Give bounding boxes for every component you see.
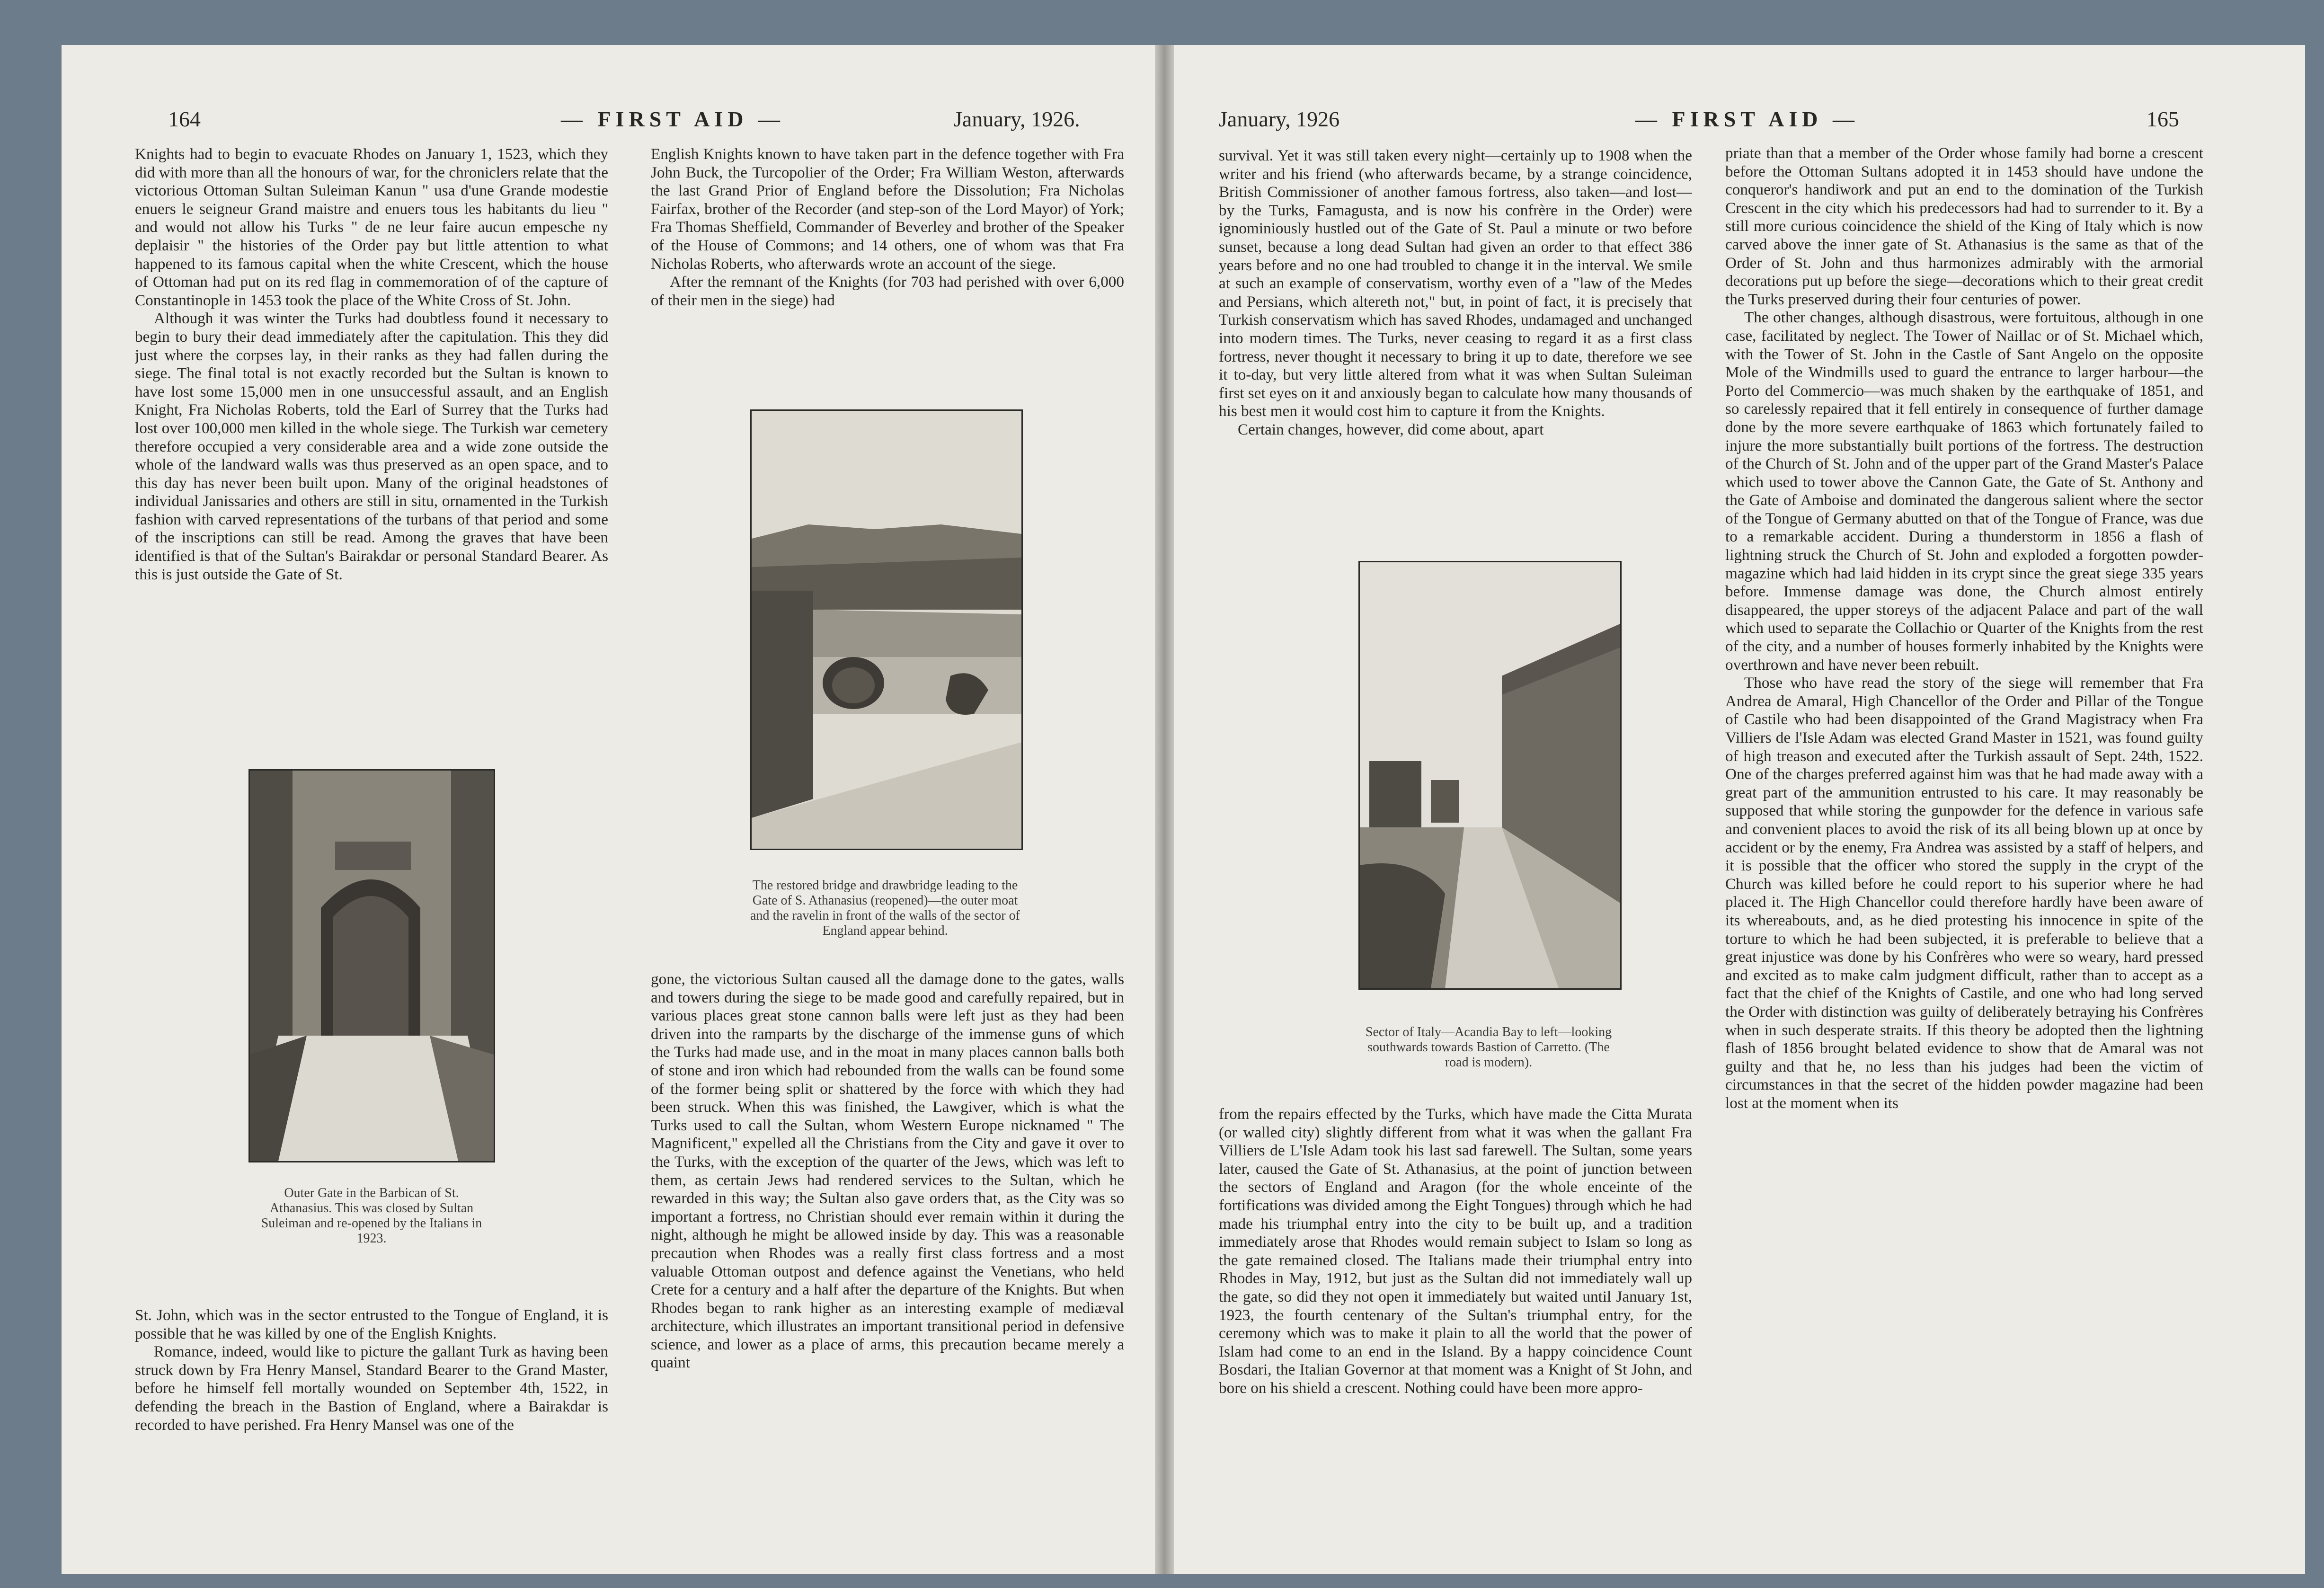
left-page-header	[168, 106, 1119, 135]
figure-caption: Sector of Italy—Acandia Bay to left—looking southwards towards Bastion of Carretto. (The road is modern).	[1365, 1025, 1612, 1070]
paragraph: After the remnant of the Knights (for 703 had perished with over 6,000 of their men in the siege) had	[651, 273, 1124, 309]
photo-outer-gate	[248, 769, 495, 1162]
left-col2-top	[651, 145, 1124, 429]
running-head: — FIRST AID —	[561, 107, 785, 131]
right-page	[1174, 45, 2305, 1574]
figure-caption: Outer Gate in the Barbican of St. Athanasius. This was closed by Sultan Suleiman and re-opened by the Italians in 1923.	[261, 1186, 482, 1246]
paragraph: St. John, which was in the sector entrusted to the Tongue of England, it is possible that he was killed by one of the English Knights.	[135, 1306, 608, 1342]
issue-date: January, 1926	[1219, 107, 1340, 131]
right-col1-top	[1219, 147, 1692, 525]
left-col2-bottom	[651, 970, 1124, 1515]
paragraph: survival. Yet it was still taken every night—certainly up to 1908 when the writer and his friend (who afterwards became, by a strange coincidence, British Commissioner of another famous fortress, also taken—and lost—by the Turks, Famagusta, and is now his confrère in the Order) were ignominiously hustled out of the Gate of St. Paul a minute or two before sunset, because a long dead Sultan had given an order to that effect 386 years before and no one had troubled to change it in the interval. We smile at such an example of conservatism, worthy even of a "law of the Medes and Persians, which altereth not," but, in point of fact, it is precisely that Turkish conservatism which has saved Rhodes, undamaged and unchanged into modern times. The Turks, never ceasing to regard it as a first class fortress, never thought it necessary to bring it up to date, therefore we see it to-day, but very little altered from what it was when Sultan Suleiman first set eyes on it and anxiously began to calculate how many thousands of his best men it would cost him to capture it from the Knights.	[1219, 147, 1692, 420]
spine-gutter	[1155, 45, 1174, 1574]
left-col1-top	[135, 145, 608, 761]
paragraph: Those who have read the story of the siege will remember that Fra Andrea de Amaral, High Chancellor of the Order and Pillar of the Tongue of Castile who had been disappointed of the Grand Magistracy when Fra Villiers de l'Isle Adam was elected Grand Master in 1521, was found guilty of high treason and executed after the Turkish assault of Sept. 24th, 1522. One of the charges preferred against him was that he had made away with a great part of the ammunition entrusted to his care. It may reasonably be supposed that while storing the gunpowder for the defence in various safe and convenient places to avoid the risk of its all being blown up at once by accident or by the enemy, Fra Andrea was assisted by a staff of helpers, and it is possible that the officer who stored the supply in the crypt of the Church was killed before he could report to his superior where he had placed it. The High Chancellor could therefore hardly have been aware of its whereabouts, and, as he died protesting his innocence in spite of the torture to which he had been subjected, it is preferable to believe that a great injustice was done by his Confrères who were so weary, hard pressed and excited as to make calm judgment difficult, rather than to accept as a fact that the chief of the Knights of Castile, and one who had long served the Order with distinction was guilty of deliberately betraying his Confrères when in such desperate straits. If this theory be adopted then the lightning flash of 1856 brought belated evidence to show that de Amaral was not guilty and that he, no less than his judges had been the victim of circumstances in that the secret of the hidden powder magazine had been lost at the moment when its	[1725, 674, 2203, 1112]
page-number: 165	[2147, 107, 2179, 131]
left-col1-bottom	[135, 1306, 608, 1515]
magazine-spread	[62, 45, 2305, 1574]
paragraph: priate than that a member of the Order whose family had borne a crescent before the Ottoman Sultans adopted it in 1453 should have undone the conqueror's handiwork and put an end to the domination of the Turkish Crescent in the city which his predecessors had had to surrender to it. By a still more curious coincidence the shield of the King of Italy which is now carved above the inner gate of St. Athanasius is the same as that of the Order of St. John and thus harmonizes admirably with the armorial decorations put up before the siege—decorations which to their great credit the Turks preserved during their four centuries of power.	[1725, 144, 2203, 308]
paragraph: Although it was winter the Turks had doubtless found it necessary to begin to bury their dead immediately after the capitulation. This they did just where the corpses lay, in their ranks as they had fallen during the siege. The final total is not exactly recorded but the Sultan is known to have lost some 15,000 men in one unsuccessful assault, and an English Knight, Fra Nicholas Roberts, told the Earl of Surrey that the Turks had lost over 100,000 men killed in the whole siege. The Turkish war cemetery therefore occupied a very considerable area and a wide zone outside the whole of the landward walls was thus preserved as an open space, and to this day has never been built upon. Many of the original headstones of individual Janissaries and others are still in situ, ornamented in the Turkish fashion with carved representations of the turbans of that period and some of the inscriptions can still be read. Among the graves that have been identified is that of the Sultan's Bairakdar or personal Standard Bearer. As this is just outside the Gate of St.	[135, 310, 608, 583]
right-col1-bottom	[1219, 1105, 1692, 1531]
right-page-header	[1219, 106, 2194, 135]
paragraph: Certain changes, however, did come about, apart	[1238, 420, 1544, 438]
paragraph: Knights had to begin to evacuate Rhodes on January 1, 1523, which they did with more than all the honours of war, for the chroniclers relate that the victorious Ottoman Sultan Suleiman Kanun " usa d'une Grande modestie enuers le seigneur Grand maistre and enuers tous les habitants du lieu " and would not allow his Turks " de ne leur faire aucun empesche ny deplaisir " the histories of the Order pay but little attention to what happened to its famous capital when the white Crescent, which the house of Ottoman had put on its red flag in commemoration of of the capture of Constantinople in 1453 took the place of the White Cross of St. John.	[135, 145, 608, 309]
paragraph: from the repairs effected by the Turks, which have made the Citta Murata (or walled city) slightly different from what it was when the gallant Fra Villiers de L'Isle Adam took his last sad farewell. The Sultan, some years later, caused the Gate of St. Athanasius, at the point of junction between the sectors of England and Aragon (for the whole enceinte of the fortifications was divided among the Eight Tongues) through which he had made his triumphal entry into the city to be built up, and a tradition immediately arose that Rhodes would remain subject to Islam so long as the gate remained closed. The Italians made their triumphal entry into Rhodes in May, 1912, but just as the Sultan did not immediately wall up the gate, so did they not open it immediately but waited until January 1st, 1923, the fourth centenary of the Sultan's triumphal entry, for the ceremony which was to make it plain to all the world that the power of Islam had come to an end in the Island. By a happy coincidence Count Bosdari, the Italian Governor at that moment was a Knight of St John, and bore on his shield a crescent. Nothing could have been more appro-	[1219, 1105, 1692, 1397]
figure-caption: The restored bridge and drawbridge leading to the Gate of S. Athanasius (reopened)—the outer moat and the ravelin in front of the walls of the sector of England appear behind.	[750, 878, 1020, 938]
paragraph: gone, the victorious Sultan caused all the damage done to the gates, walls and towers during the siege to be made good and carefully repaired, but in various places great stone cannon balls were left just as they had been driven into the ramparts by the discharge of the immense guns of which the Turks had made use, and in the moat in many places cannon balls both of stone and iron which had rebounded from the walls can be found some of the former being split or shattered by the force with which they had been struck. When this was finished, the Lawgiver, which is what the Turks used to call the Sultan, whom Western Europe nicknamed " The Magnificent," expelled all the Christians from the City and gave it over to the Turks, with the exception of the quarter of the Jews, which was left to them, as certain Jews had rendered services to the Sultan, which he rewarded in this way; the Sultan also gave orders that, as the City was so important a fortress, no Christian should ever remain within it during the night, although he might be allowed inside by day. This was a reasonable precaution when Rhodes was a really first class fortress and a most valuable Ottoman outpost and defence against the Venetians, who held Crete for a century and a half after the departure of the Knights. But when Rhodes began to rank higher as an interesting example of mediæval architecture, which illustrates an important transitional period in defensive science, and lower as a place of arms, this precaution became merely a quaint	[651, 970, 1124, 1372]
issue-date: January, 1926.	[954, 107, 1080, 131]
right-col2	[1725, 144, 2203, 1526]
paragraph: The other changes, although disastrous, were fortuitous, although in one case, facilitated by neglect. The Tower of Naillac or of St. Michael which, with the Tower of St. John in the Castle of Sant Angelo on the opposite Mole of the Windmills used to guard the entrance to larger harbour—the Porto del Commercio—was much shaken by the earthquake of 1851, and so carelessly repaired that it fell entirely in consequence of further damage done by the more severe earthquake of 1863 which fortunately failed to injure the more substantially built portions of the fortress. The destruction of the Church of St. John and of the upper part of the Grand Master's Palace which used to tower above the Cannon Gate, the Gate of St. Anthony and the Gate of Amboise and dominated the dangerous salient where the sector of the Tongue of Germany abutted on that of the Tongue of France, was due to a remarkable accident. During a thunderstorm in 1856 a flash of lightning struck the Church of St. John and exploded a forgotten powder-magazine which had laid hidden in its crypt since the great siege 335 years before. Immense damage was done, the Church almost entirely disappeared, the upper storeys of the adjacent Palace and part of the wall which used to separate the Collachio or Quarter of the Knights from the rest of the city, and a number of houses formerly inhabited by the Knights were overthrown and have never been rebuilt.	[1725, 309, 2203, 674]
paragraph: Romance, indeed, would like to picture the gallant Turk as having been struck down by Fra Henry Mansel, Standard Bearer to the Grand Master, before he himself fell mortally wounded on September 4th, 1522, in defending the breach in the Bastion of England, where a Bairakdar is recorded to have perished. Fra Henry Mansel was one of the	[135, 1343, 608, 1434]
left-page	[62, 45, 1155, 1574]
page-number: 164	[168, 107, 201, 131]
paragraph: English Knights known to have taken part in the defence together with Fra John Buck, the Turcopolier of the Order; Fra William Weston, afterwards the last Grand Prior of England before the Dissolution; Fra Nicholas Fairfax, brother of the Recorder (and step-son of the Lord Mayor) of York; Fra Thomas Sheffield, Commander of Beverley and brother of the Speaker of the House of Commons; and 14 others, one of whom was that Fra Nicholas Roberts, who afterwards wrote an account of the siege.	[651, 145, 1124, 273]
running-head: — FIRST AID —	[1635, 107, 1859, 131]
photo-restored-bridge	[750, 409, 1023, 850]
photo-sector-of-italy	[1358, 561, 1622, 990]
